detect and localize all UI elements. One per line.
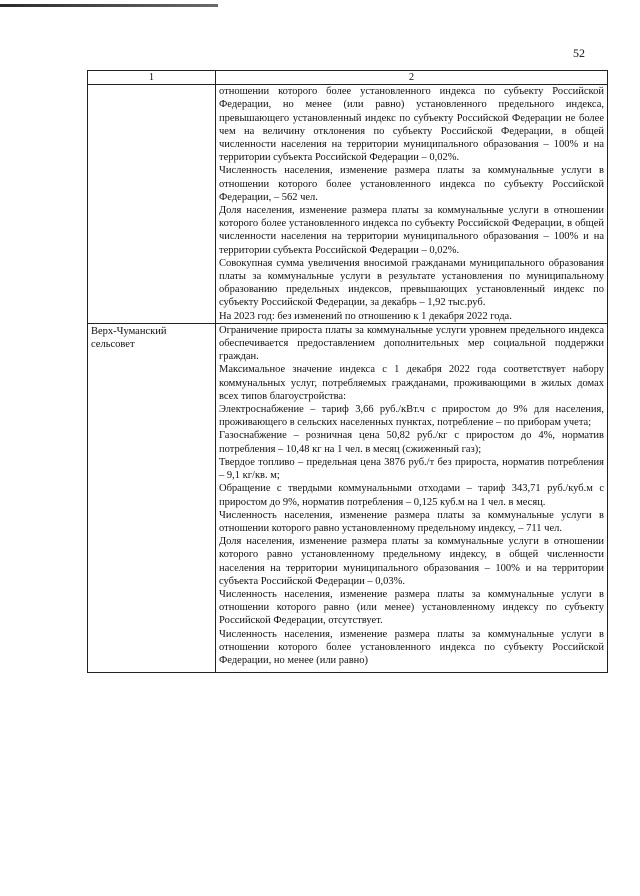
page-number: 52 — [573, 46, 585, 60]
paragraph: Численность населения, изменение размера платы за коммунальные услуги в отношении которого равно (или менее) установленному индексу по субъекту Российской Федерации, отсутствует. — [219, 588, 604, 627]
paragraph: Обращение с твердыми коммунальными отходами – тариф 343,71 руб./куб.м с приростом до 9%, норматив потребления – 0,125 куб.м на 1 чел. в месяц. — [219, 483, 604, 508]
paragraph: Численность населения, изменение размера платы за коммунальные услуги в отношении которого более установленного индекса по субъекту Российской Федерации, – 562 чел. — [219, 165, 604, 203]
paragraph: Электроснабжение – тариф 3,66 руб./кВт.ч с приростом до 9% для населения, проживающего в сельских населенных пунктах, потребление – по приборам учета; — [219, 404, 604, 429]
column-header-1: 1 — [88, 71, 216, 85]
column-header-2: 2 — [216, 71, 608, 85]
paragraph: Доля населения, изменение размера платы за коммунальные услуги в отношении которого более установленного индекса по субъекту Российской Федерации, в общей численности населения на территории муниципального образования – 100% и на территории субъекта Российской Федерации – 0,02%. — [219, 205, 604, 256]
municipality-cell — [88, 85, 216, 324]
paragraph: Твердое топливо – предельная цена 3876 руб./т без прироста, норматив потребления – 9,1 кг/кв. м; — [219, 456, 604, 482]
scan-top-line — [0, 4, 218, 7]
paragraph: Совокупная сумма увеличения вносимой гражданами муниципального образования платы за коммунальные услуги в результате установления по муниципальному образованию предельных индексов, превышающих установленный индекс по субъекту Российской Федерации, за декабрь – 1,92 тыс.руб. — [219, 257, 604, 309]
document-table — [87, 70, 608, 673]
paragraph: Ограничение прироста платы за коммунальные услуги уровнем предельного индекса обеспечивается предоставлением дополнительных мер социальной поддержки граждан. — [219, 324, 604, 363]
table-row — [88, 323, 608, 672]
paragraph: На 2023 год: без изменений по отношению к 1 декабря 2022 года. — [219, 310, 512, 322]
municipality-name — [91, 85, 212, 86]
description-cell — [216, 85, 608, 324]
continued-text-clip — [219, 628, 604, 672]
municipality-name: Верх-Чуманский сельсовет — [91, 325, 167, 351]
description-cell — [216, 323, 608, 672]
paragraph: Численность населения, изменение размера платы за коммунальные услуги в отношении которого равно установленному предельному индексу, – 711 чел. — [219, 509, 604, 534]
paragraph: Газоснабжение – розничная цена 50,82 руб./кг с приростом до 4%, норматив потребления – 10,48 кг на 1 чел. в месяц (сжиженный газ); — [219, 430, 604, 455]
paragraph: Доля населения, изменение размера платы за коммунальные услуги в отношении которого равно установленному предельному индексу, в общей численности населения на территории муниципального образования – 100% и на территории субъекта Российской Федерации – 0,03%. — [219, 536, 604, 587]
paragraph: отношении которого более установленного индекса по субъекту Российской Федерации, но менее (или равно) установленного предельного индекса, превышающего установленный индекс по субъекту Российской Федерации не более чем на величину отклонения по субъекту Российской Федерации, в общей численности населения на территории муниципального образования – 100% и на территории субъекта Российской Федерации – 0,02%. — [219, 86, 604, 164]
municipality-cell — [88, 323, 216, 672]
paragraph: Максимальное значение индекса с 1 декабря 2022 года соответствует набору коммунальных услуг, потребляемых гражданами, проживающими в жилых домах всех типов благоустройства: — [219, 364, 604, 402]
table-header-row — [88, 71, 608, 85]
paragraph: Численность населения, изменение размера платы за коммунальные услуги в отношении которого более установленного индекса по субъекту Российской Федерации, но менее (или равно) — [219, 628, 604, 666]
table-row — [88, 85, 608, 324]
